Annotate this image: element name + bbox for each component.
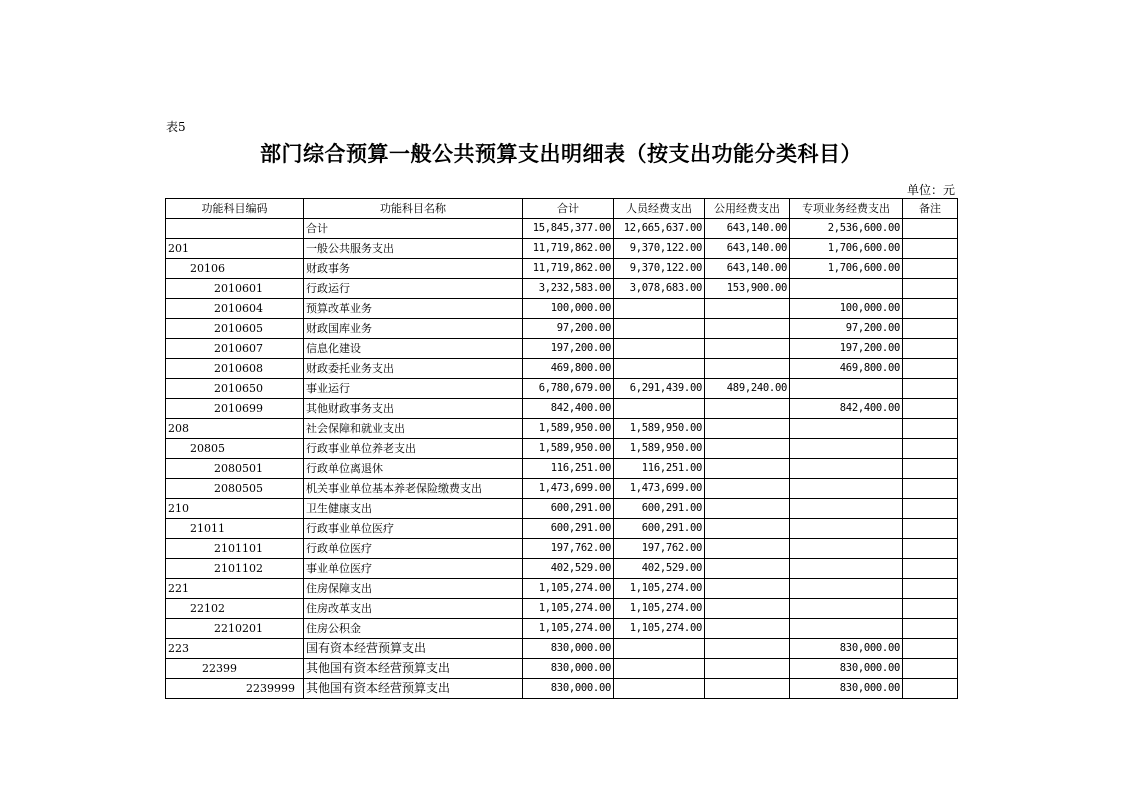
cell-public: [705, 639, 790, 659]
cell-personnel: 9,370,122.00: [614, 239, 705, 259]
table-row: [166, 299, 958, 319]
cell-name: 一般公共服务支出: [304, 239, 523, 259]
cell-note: [903, 619, 958, 639]
table-row: [166, 419, 958, 439]
cell-code: 2210201: [166, 619, 304, 639]
cell-special: [790, 479, 903, 499]
cell-special: [790, 539, 903, 559]
cell-personnel: 9,370,122.00: [614, 259, 705, 279]
cell-total: 469,800.00: [523, 359, 614, 379]
table-body: [166, 219, 958, 699]
cell-total: 197,200.00: [523, 339, 614, 359]
cell-special: [790, 579, 903, 599]
cell-name: 其他国有资本经营预算支出: [304, 659, 523, 679]
cell-note: [903, 239, 958, 259]
cell-personnel: [614, 399, 705, 419]
table-row: [166, 319, 958, 339]
cell-code: 2010607: [166, 339, 304, 359]
cell-note: [903, 319, 958, 339]
cell-special: [790, 559, 903, 579]
cell-public: [705, 679, 790, 699]
cell-code: 208: [166, 419, 304, 439]
cell-code: 2010608: [166, 359, 304, 379]
cell-code: 2080501: [166, 459, 304, 479]
cell-name: 预算改革业务: [304, 299, 523, 319]
cell-special: 1,706,600.00: [790, 259, 903, 279]
cell-total: 100,000.00: [523, 299, 614, 319]
cell-total: 1,473,699.00: [523, 479, 614, 499]
cell-name: 其他财政事务支出: [304, 399, 523, 419]
cell-name: 行政运行: [304, 279, 523, 299]
cell-note: [903, 579, 958, 599]
cell-code: 2101102: [166, 559, 304, 579]
cell-public: [705, 359, 790, 379]
table-row: [166, 279, 958, 299]
cell-note: [903, 639, 958, 659]
cell-total: 830,000.00: [523, 639, 614, 659]
cell-note: [903, 339, 958, 359]
cell-public: [705, 419, 790, 439]
cell-note: [903, 379, 958, 399]
cell-personnel: 6,291,439.00: [614, 379, 705, 399]
table-row: [166, 339, 958, 359]
cell-name: 财政事务: [304, 259, 523, 279]
cell-personnel: 1,589,950.00: [614, 439, 705, 459]
cell-personnel: [614, 359, 705, 379]
cell-public: [705, 299, 790, 319]
cell-note: [903, 399, 958, 419]
table-row: [166, 359, 958, 379]
cell-name: 其他国有资本经营预算支出: [304, 679, 523, 699]
cell-special: 830,000.00: [790, 679, 903, 699]
column-header-note: 备注: [903, 199, 958, 219]
cell-note: [903, 439, 958, 459]
column-header-public: 公用经费支出: [705, 199, 790, 219]
cell-total: 1,105,274.00: [523, 599, 614, 619]
cell-code: 21011: [166, 519, 304, 539]
column-header-total: 合计: [523, 199, 614, 219]
table-row: [166, 639, 958, 659]
cell-special: 197,200.00: [790, 339, 903, 359]
cell-special: [790, 459, 903, 479]
cell-personnel: [614, 659, 705, 679]
cell-public: 489,240.00: [705, 379, 790, 399]
table-row: [166, 259, 958, 279]
table-row: [166, 479, 958, 499]
unit-label: 单位：元: [906, 183, 955, 197]
cell-public: [705, 319, 790, 339]
cell-note: [903, 599, 958, 619]
cell-public: [705, 339, 790, 359]
cell-code: 2010601: [166, 279, 304, 299]
table-row: [166, 679, 958, 699]
cell-special: [790, 519, 903, 539]
cell-note: [903, 259, 958, 279]
cell-public: [705, 599, 790, 619]
cell-code: [166, 219, 304, 239]
cell-personnel: 1,105,274.00: [614, 599, 705, 619]
cell-personnel: 1,105,274.00: [614, 619, 705, 639]
cell-total: 600,291.00: [523, 519, 614, 539]
cell-personnel: 402,529.00: [614, 559, 705, 579]
cell-total: 15,845,377.00: [523, 219, 614, 239]
cell-note: [903, 499, 958, 519]
cell-note: [903, 299, 958, 319]
table-row: [166, 579, 958, 599]
cell-code: 2080505: [166, 479, 304, 499]
cell-personnel: 1,589,950.00: [614, 419, 705, 439]
cell-name: 住房改革支出: [304, 599, 523, 619]
cell-special: [790, 379, 903, 399]
table-row: [166, 499, 958, 519]
cell-total: 830,000.00: [523, 679, 614, 699]
cell-total: 1,589,950.00: [523, 419, 614, 439]
cell-name: 住房公积金: [304, 619, 523, 639]
cell-code: 2010605: [166, 319, 304, 339]
cell-note: [903, 359, 958, 379]
cell-public: [705, 519, 790, 539]
cell-personnel: 197,762.00: [614, 539, 705, 559]
cell-code: 2010604: [166, 299, 304, 319]
cell-note: [903, 419, 958, 439]
cell-note: [903, 679, 958, 699]
table-number: 表5: [166, 120, 186, 134]
cell-name: 住房保障支出: [304, 579, 523, 599]
cell-code: 22102: [166, 599, 304, 619]
cell-personnel: 1,105,274.00: [614, 579, 705, 599]
cell-note: [903, 219, 958, 239]
cell-note: [903, 559, 958, 579]
cell-name: 行政事业单位养老支出: [304, 439, 523, 459]
cell-public: [705, 559, 790, 579]
cell-public: [705, 619, 790, 639]
cell-note: [903, 519, 958, 539]
cell-public: [705, 459, 790, 479]
cell-note: [903, 459, 958, 479]
cell-total: 1,105,274.00: [523, 619, 614, 639]
cell-personnel: [614, 339, 705, 359]
cell-personnel: 600,291.00: [614, 519, 705, 539]
cell-public: 643,140.00: [705, 239, 790, 259]
cell-total: 402,529.00: [523, 559, 614, 579]
cell-name: 国有资本经营预算支出: [304, 639, 523, 659]
cell-personnel: [614, 319, 705, 339]
cell-note: [903, 539, 958, 559]
cell-name: 卫生健康支出: [304, 499, 523, 519]
cell-name: 行政单位离退休: [304, 459, 523, 479]
cell-name: 行政事业单位医疗: [304, 519, 523, 539]
cell-total: 11,719,862.00: [523, 259, 614, 279]
cell-special: [790, 619, 903, 639]
cell-personnel: [614, 299, 705, 319]
cell-public: [705, 539, 790, 559]
table-header-row: [166, 199, 958, 219]
cell-public: 643,140.00: [705, 219, 790, 239]
cell-note: [903, 479, 958, 499]
cell-public: 153,900.00: [705, 279, 790, 299]
cell-name: 事业单位医疗: [304, 559, 523, 579]
column-header-special: 专项业务经费支出: [790, 199, 903, 219]
cell-special: [790, 599, 903, 619]
cell-total: 842,400.00: [523, 399, 614, 419]
cell-code: 20805: [166, 439, 304, 459]
column-header-personnel: 人员经费支出: [614, 199, 705, 219]
cell-total: 197,762.00: [523, 539, 614, 559]
cell-public: [705, 399, 790, 419]
cell-name: 行政单位医疗: [304, 539, 523, 559]
cell-special: 830,000.00: [790, 659, 903, 679]
column-header-code: 功能科目编码: [166, 199, 304, 219]
cell-code: 20106: [166, 259, 304, 279]
table-row: [166, 219, 958, 239]
cell-special: [790, 279, 903, 299]
cell-note: [903, 659, 958, 679]
cell-special: 2,536,600.00: [790, 219, 903, 239]
cell-special: 469,800.00: [790, 359, 903, 379]
table-row: [166, 619, 958, 639]
cell-personnel: 12,665,637.00: [614, 219, 705, 239]
cell-code: 221: [166, 579, 304, 599]
cell-public: [705, 479, 790, 499]
table-row: [166, 519, 958, 539]
cell-code: 22399: [166, 659, 304, 679]
table-row: [166, 539, 958, 559]
cell-special: 830,000.00: [790, 639, 903, 659]
cell-total: 830,000.00: [523, 659, 614, 679]
cell-special: [790, 499, 903, 519]
cell-personnel: 116,251.00: [614, 459, 705, 479]
cell-special: 100,000.00: [790, 299, 903, 319]
cell-public: [705, 439, 790, 459]
table-row: [166, 439, 958, 459]
table-row: [166, 599, 958, 619]
cell-name: 财政委托业务支出: [304, 359, 523, 379]
cell-code: 2010699: [166, 399, 304, 419]
cell-personnel: 600,291.00: [614, 499, 705, 519]
cell-public: [705, 499, 790, 519]
cell-name: 社会保障和就业支出: [304, 419, 523, 439]
cell-special: [790, 419, 903, 439]
cell-total: 1,105,274.00: [523, 579, 614, 599]
table-row: [166, 379, 958, 399]
cell-total: 600,291.00: [523, 499, 614, 519]
cell-code: 223: [166, 639, 304, 659]
cell-total: 11,719,862.00: [523, 239, 614, 259]
cell-public: [705, 579, 790, 599]
cell-note: [903, 279, 958, 299]
cell-total: 6,780,679.00: [523, 379, 614, 399]
table-row: [166, 559, 958, 579]
table-row: [166, 399, 958, 419]
column-header-name: 功能科目名称: [304, 199, 523, 219]
cell-total: 1,589,950.00: [523, 439, 614, 459]
page-title: 部门综合预算一般公共预算支出明细表（按支出功能分类科目）: [260, 141, 862, 166]
cell-name: 事业运行: [304, 379, 523, 399]
budget-detail-table: [165, 198, 958, 699]
cell-personnel: [614, 639, 705, 659]
cell-code: 210: [166, 499, 304, 519]
cell-total: 3,232,583.00: [523, 279, 614, 299]
cell-code: 2010650: [166, 379, 304, 399]
table-row: [166, 459, 958, 479]
cell-personnel: [614, 679, 705, 699]
cell-total: 116,251.00: [523, 459, 614, 479]
table-row: [166, 659, 958, 679]
cell-public: 643,140.00: [705, 259, 790, 279]
cell-special: [790, 439, 903, 459]
cell-name: 机关事业单位基本养老保险缴费支出: [304, 479, 523, 499]
cell-name: 信息化建设: [304, 339, 523, 359]
cell-name: 财政国库业务: [304, 319, 523, 339]
cell-total: 97,200.00: [523, 319, 614, 339]
cell-code: 2101101: [166, 539, 304, 559]
cell-special: 97,200.00: [790, 319, 903, 339]
cell-special: 842,400.00: [790, 399, 903, 419]
cell-personnel: 3,078,683.00: [614, 279, 705, 299]
cell-code: 201: [166, 239, 304, 259]
cell-public: [705, 659, 790, 679]
cell-personnel: 1,473,699.00: [614, 479, 705, 499]
cell-name: 合计: [304, 219, 523, 239]
cell-special: 1,706,600.00: [790, 239, 903, 259]
cell-code: 2239999: [166, 679, 304, 699]
table-row: [166, 239, 958, 259]
